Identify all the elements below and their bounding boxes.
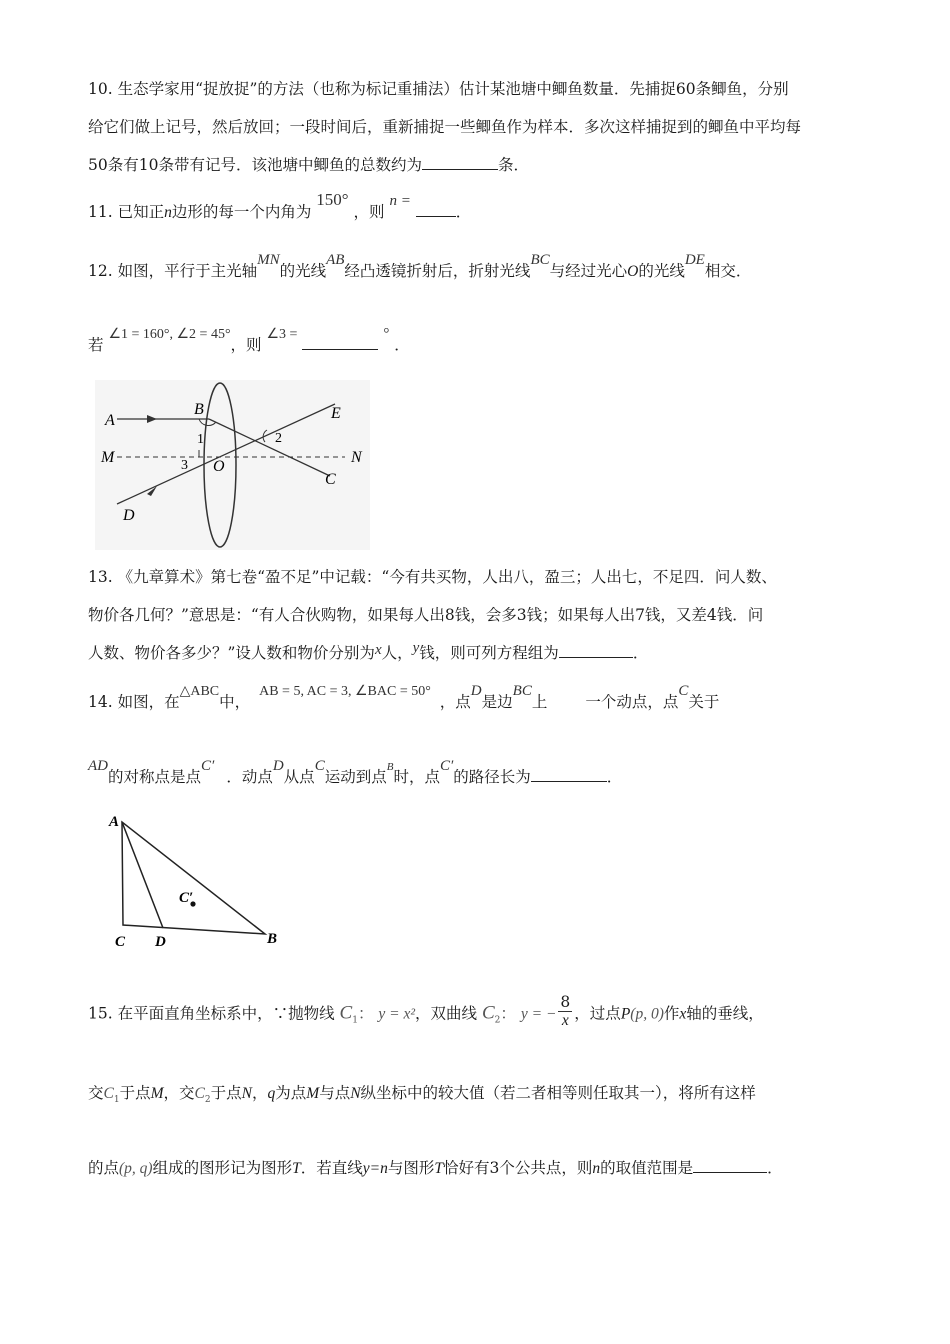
text: 一个动点，点 [585, 693, 679, 711]
label-C2: C [194, 1085, 205, 1102]
q10-line2: 给它们做上记号，然后放回；一段时间后，重新捕捉一些鲫鱼作为样本．多次这样捕捉到的鲫鱼中平均每 [88, 118, 802, 136]
text: 运动到点 [324, 768, 387, 786]
text: 12. 如图，平行于主光轴 [88, 262, 258, 280]
given-condition: AB = 5, AC = 3, ∠BAC = 50° [259, 684, 431, 699]
var-n: n [592, 1160, 601, 1177]
angle-3-label: 3 [181, 458, 188, 473]
text: 钱，则可列方程组为 [419, 644, 559, 662]
text: 时，点 [393, 768, 440, 786]
text: 作 [663, 1004, 680, 1023]
label-M: M [306, 1085, 320, 1102]
var-x: x [374, 642, 382, 658]
text: 于点 [210, 1084, 242, 1102]
text: ，则 [353, 203, 385, 221]
pt-N: N [351, 449, 362, 466]
text: ，交 [163, 1084, 195, 1102]
text: ．动点 [226, 768, 273, 786]
text: 的对称点是点 [108, 768, 202, 786]
label-D: D [470, 683, 482, 699]
label-C1: C [339, 1002, 353, 1024]
pt-B: B [194, 401, 204, 418]
pt-A: A [109, 814, 120, 830]
label-BC: BC [530, 252, 550, 268]
q15-line3 [88, 1156, 783, 1178]
label-C: C [678, 683, 689, 699]
text: ，则 [230, 336, 262, 354]
text: 纵坐标中的较大值（若二者相等则任取其一），将所有这样 [360, 1084, 756, 1102]
label-T: T [292, 1160, 301, 1177]
point-p0: (p, 0) [630, 1005, 664, 1023]
pt-M: M [101, 449, 115, 466]
label-O: O [627, 263, 639, 280]
text: ： [500, 1004, 516, 1023]
answer-blank [531, 767, 607, 782]
text: 轴的垂线， [686, 1004, 764, 1023]
parabola-equation: y = x² [378, 1005, 416, 1023]
var-q: q [267, 1085, 276, 1102]
label-AD: AD [88, 758, 108, 774]
angle-2-label: 2 [275, 431, 282, 446]
angle-1-label: 1 [197, 432, 204, 447]
text: ． [767, 1159, 783, 1177]
text: ． [455, 203, 472, 221]
q11-line [88, 190, 472, 222]
text: 与经过光心 [549, 262, 628, 280]
answer-blank [422, 155, 498, 170]
label-MN: MN [257, 252, 280, 268]
text: 为点 [275, 1084, 307, 1102]
text: 15. 在平面直角坐标系中，∵抛物线 [88, 1004, 335, 1023]
label-N: N [241, 1085, 252, 1102]
text: 的光线 [638, 262, 685, 280]
label-P: P [620, 1005, 631, 1023]
text: ， [251, 1084, 268, 1102]
text: 人， [381, 644, 413, 662]
q15-line2 [88, 1081, 756, 1105]
q14-line2 [88, 758, 623, 787]
q10-line1: 10. 生态学家用“捉放捉”的方法（也称为标记重捕法）估计某池塘中鲫鱼数量．先捕捉60条鲫鱼，分别 [88, 80, 789, 98]
label-C: C [314, 758, 325, 774]
fraction-numerator: 8 [560, 993, 571, 1011]
text: ： [357, 1004, 374, 1023]
text: 组成的图形记为图形 [152, 1159, 293, 1177]
q10-line3 [88, 153, 529, 175]
q14-line1 [88, 683, 720, 712]
text: 中， [219, 693, 251, 711]
text: 是边 [481, 693, 513, 711]
label-T: T [434, 1160, 443, 1177]
subscript-1: 1 [113, 1095, 120, 1106]
pt-C: C [325, 471, 336, 488]
pt-D: D [155, 934, 166, 950]
q15-line1 [88, 993, 764, 1033]
var-x: x [679, 1005, 687, 1023]
pt-B: B [267, 931, 278, 947]
text: 条． [497, 156, 529, 174]
text: 11. 已知正 [88, 203, 165, 221]
text: 与图形 [387, 1159, 435, 1177]
text: 恰好有3个公共点，则 [442, 1159, 593, 1177]
text: ．若直线 [300, 1159, 363, 1177]
label-C2: C [481, 1002, 495, 1024]
text: 50条有10条带有记号．该池塘中鲫鱼的总数约为 [88, 156, 422, 174]
answer-blank [302, 335, 378, 350]
q12-line2 [88, 326, 410, 355]
label-D: D [272, 758, 284, 774]
triangle-ABC: △ABC [179, 684, 220, 699]
pt-A: A [105, 412, 115, 429]
label-M: M [150, 1085, 164, 1102]
text: ． [606, 768, 623, 786]
text: 14. 如图，在 [88, 693, 180, 711]
label-BC: BC [512, 683, 532, 699]
lens-figure [95, 380, 370, 550]
hyperbola-equation: y = − [520, 1005, 557, 1023]
q13-line1: 13. 《九章算术》第七卷“盈不足”中记载：“今有共买物，人出八，盈三；人出七，不足四．问人数、 [88, 568, 777, 586]
angle-condition: ∠1 = 160°, ∠2 = 45° [108, 327, 231, 342]
text: 的点 [88, 1159, 120, 1177]
answer-blank [559, 643, 633, 658]
triangle-figure [105, 810, 295, 952]
text: 上 [531, 693, 548, 711]
angle-3: ∠3 = [266, 327, 298, 342]
text: 与点 [319, 1084, 351, 1102]
text: 边形的每一个内角为 [171, 203, 312, 221]
text: 于点 [119, 1084, 151, 1102]
label-AB: AB [326, 252, 345, 268]
subscript-2: 2 [494, 1015, 501, 1026]
answer-blank [416, 202, 456, 217]
q12-line1 [88, 252, 752, 281]
n-equals: n = [389, 193, 411, 209]
var-n: n [164, 204, 172, 221]
text: 关于 [688, 693, 720, 711]
text: ，双曲线 [415, 1004, 478, 1023]
var-y: y [412, 640, 420, 656]
text: 的路径长为 [453, 768, 531, 786]
label-C1: C [103, 1085, 114, 1102]
label-Cprime: C′ [439, 758, 454, 774]
angle-150: 150° [316, 190, 349, 209]
text: 若 [88, 336, 104, 354]
pt-Cprime: C′ [179, 890, 194, 906]
text: ． [394, 336, 410, 354]
label-DE: DE [684, 252, 705, 268]
label-N: N [350, 1085, 361, 1102]
q13-line3 [88, 641, 648, 663]
label-B: B [386, 761, 394, 773]
text: ，点 [439, 693, 471, 711]
label-Cprime: C′ [201, 758, 215, 774]
subscript-2: 2 [204, 1095, 211, 1106]
figure-background [95, 380, 370, 550]
text: 经凸透镜折射后，折射光线 [344, 262, 531, 280]
pt-E: E [331, 405, 341, 422]
point-pq: (p, q) [119, 1160, 153, 1177]
pt-D: D [123, 507, 135, 524]
text: 的光线 [279, 262, 327, 280]
text: 交 [88, 1084, 104, 1102]
line-y-n: y=n [362, 1160, 388, 1177]
pt-C: C [115, 934, 126, 950]
text: 相交． [704, 262, 752, 280]
answer-blank [693, 1158, 767, 1173]
subscript-1: 1 [352, 1015, 358, 1026]
text: 从点 [283, 768, 315, 786]
text: ． [632, 644, 649, 662]
text: 的取值范围是 [600, 1159, 694, 1177]
q13-line2: 物价各几何？”意思是：“有人合伙购物，如果每人出8钱，会多3钱；如果每人出7钱，又差4钱．问 [88, 606, 764, 624]
fraction-denominator: x [561, 1012, 569, 1029]
degree-sign: ° [383, 326, 390, 342]
pt-O: O [213, 458, 225, 475]
text: 人数、物价各多少？”设人数和物价分别为 [88, 644, 375, 662]
fraction [558, 993, 572, 1030]
text: ，过点 [574, 1004, 621, 1023]
